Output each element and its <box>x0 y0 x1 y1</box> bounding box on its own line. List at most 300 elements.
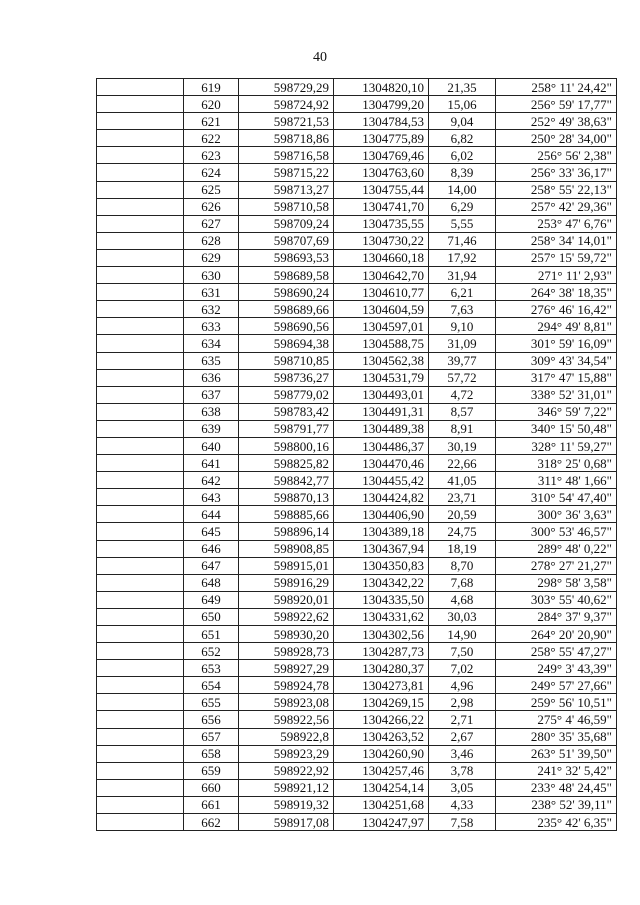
point-number-cell: 636 <box>184 369 239 386</box>
x-coordinate-cell: 598721,53 <box>239 113 334 130</box>
table-row <box>97 762 617 779</box>
table-row <box>97 130 617 147</box>
x-coordinate-cell: 598710,85 <box>239 352 334 369</box>
y-coordinate-cell: 1304254,14 <box>334 779 429 796</box>
point-number-cell: 624 <box>184 164 239 181</box>
distance-cell: 17,92 <box>429 249 496 266</box>
point-number-cell: 657 <box>184 728 239 745</box>
blank-cell <box>97 574 184 591</box>
bearing-angle-cell: 264° 20' 20,90" <box>496 626 617 643</box>
bearing-angle-cell: 253° 47' 6,76" <box>496 215 617 232</box>
blank-cell <box>97 779 184 796</box>
bearing-angle-cell: 275° 4' 46,59" <box>496 711 617 728</box>
point-number-cell: 625 <box>184 181 239 198</box>
table-row <box>97 147 617 164</box>
table-row <box>97 96 617 113</box>
point-number-cell: 622 <box>184 130 239 147</box>
point-number-cell: 632 <box>184 301 239 318</box>
x-coordinate-cell: 598916,29 <box>239 574 334 591</box>
bearing-angle-cell: 256° 59' 17,77" <box>496 96 617 113</box>
bearing-angle-cell: 289° 48' 0,22" <box>496 540 617 557</box>
table-row <box>97 694 617 711</box>
x-coordinate-cell: 598693,53 <box>239 249 334 266</box>
blank-cell <box>97 796 184 813</box>
table-row <box>97 198 617 215</box>
bearing-angle-cell: 258° 55' 22,13" <box>496 181 617 198</box>
bearing-angle-cell: 233° 48' 24,45" <box>496 779 617 796</box>
distance-cell: 22,66 <box>429 455 496 472</box>
coordinates-table-body <box>97 79 617 831</box>
point-number-cell: 655 <box>184 694 239 711</box>
y-coordinate-cell: 1304597,01 <box>334 318 429 335</box>
bearing-angle-cell: 346° 59' 7,22" <box>496 403 617 420</box>
bearing-angle-cell: 264° 38' 18,35" <box>496 284 617 301</box>
point-number-cell: 628 <box>184 232 239 249</box>
x-coordinate-cell: 598927,29 <box>239 660 334 677</box>
y-coordinate-cell: 1304335,50 <box>334 591 429 608</box>
distance-cell: 3,05 <box>429 779 496 796</box>
x-coordinate-cell: 598923,08 <box>239 694 334 711</box>
table-row <box>97 626 617 643</box>
blank-cell <box>97 147 184 164</box>
blank-cell <box>97 437 184 454</box>
y-coordinate-cell: 1304287,73 <box>334 643 429 660</box>
table-row <box>97 489 617 506</box>
distance-cell: 31,09 <box>429 335 496 352</box>
table-row <box>97 796 617 813</box>
x-coordinate-cell: 598800,16 <box>239 437 334 454</box>
y-coordinate-cell: 1304257,46 <box>334 762 429 779</box>
y-coordinate-cell: 1304280,37 <box>334 660 429 677</box>
bearing-angle-cell: 259° 56' 10,51" <box>496 694 617 711</box>
table-row <box>97 814 617 831</box>
point-number-cell: 633 <box>184 318 239 335</box>
blank-cell <box>97 540 184 557</box>
y-coordinate-cell: 1304763,60 <box>334 164 429 181</box>
x-coordinate-cell: 598694,38 <box>239 335 334 352</box>
distance-cell: 14,00 <box>429 181 496 198</box>
point-number-cell: 627 <box>184 215 239 232</box>
x-coordinate-cell: 598922,8 <box>239 728 334 745</box>
bearing-angle-cell: 301° 59' 16,09" <box>496 335 617 352</box>
bearing-angle-cell: 309° 43' 34,54" <box>496 352 617 369</box>
point-number-cell: 634 <box>184 335 239 352</box>
distance-cell: 20,59 <box>429 506 496 523</box>
x-coordinate-cell: 598690,24 <box>239 284 334 301</box>
point-number-cell: 630 <box>184 267 239 284</box>
bearing-angle-cell: 340° 15' 50,48" <box>496 420 617 437</box>
distance-cell: 18,19 <box>429 540 496 557</box>
blank-cell <box>97 284 184 301</box>
point-number-cell: 656 <box>184 711 239 728</box>
blank-cell <box>97 472 184 489</box>
x-coordinate-cell: 598924,78 <box>239 677 334 694</box>
y-coordinate-cell: 1304741,70 <box>334 198 429 215</box>
blank-cell <box>97 352 184 369</box>
bearing-angle-cell: 235° 42' 6,35" <box>496 814 617 831</box>
distance-cell: 41,05 <box>429 472 496 489</box>
point-number-cell: 652 <box>184 643 239 660</box>
point-number-cell: 621 <box>184 113 239 130</box>
x-coordinate-cell: 598930,20 <box>239 626 334 643</box>
x-coordinate-cell: 598736,27 <box>239 369 334 386</box>
x-coordinate-cell: 598842,77 <box>239 472 334 489</box>
point-number-cell: 653 <box>184 660 239 677</box>
distance-cell: 31,94 <box>429 267 496 284</box>
bearing-angle-cell: 311° 48' 1,66" <box>496 472 617 489</box>
x-coordinate-cell: 598825,82 <box>239 455 334 472</box>
y-coordinate-cell: 1304610,77 <box>334 284 429 301</box>
point-number-cell: 646 <box>184 540 239 557</box>
distance-cell: 2,71 <box>429 711 496 728</box>
blank-cell <box>97 369 184 386</box>
distance-cell: 2,98 <box>429 694 496 711</box>
blank-cell <box>97 814 184 831</box>
blank-cell <box>97 130 184 147</box>
table-row <box>97 249 617 266</box>
distance-cell: 9,10 <box>429 318 496 335</box>
point-number-cell: 639 <box>184 420 239 437</box>
blank-cell <box>97 762 184 779</box>
table-row <box>97 455 617 472</box>
table-row <box>97 779 617 796</box>
point-number-cell: 662 <box>184 814 239 831</box>
table-row <box>97 643 617 660</box>
x-coordinate-cell: 598779,02 <box>239 386 334 403</box>
point-number-cell: 631 <box>184 284 239 301</box>
distance-cell: 30,19 <box>429 437 496 454</box>
x-coordinate-cell: 598791,77 <box>239 420 334 437</box>
bearing-angle-cell: 303° 55' 40,62" <box>496 591 617 608</box>
blank-cell <box>97 249 184 266</box>
table-row <box>97 420 617 437</box>
x-coordinate-cell: 598917,08 <box>239 814 334 831</box>
x-coordinate-cell: 598715,22 <box>239 164 334 181</box>
distance-cell: 7,68 <box>429 574 496 591</box>
bearing-angle-cell: 257° 42' 29,36" <box>496 198 617 215</box>
distance-cell: 7,02 <box>429 660 496 677</box>
y-coordinate-cell: 1304269,15 <box>334 694 429 711</box>
point-number-cell: 659 <box>184 762 239 779</box>
x-coordinate-cell: 598922,92 <box>239 762 334 779</box>
x-coordinate-cell: 598716,58 <box>239 147 334 164</box>
y-coordinate-cell: 1304251,68 <box>334 796 429 813</box>
blank-cell <box>97 198 184 215</box>
table-row <box>97 301 617 318</box>
bearing-angle-cell: 300° 36' 3,63" <box>496 506 617 523</box>
bearing-angle-cell: 238° 52' 39,11" <box>496 796 617 813</box>
distance-cell: 6,82 <box>429 130 496 147</box>
table-row <box>97 232 617 249</box>
y-coordinate-cell: 1304730,22 <box>334 232 429 249</box>
table-row <box>97 164 617 181</box>
distance-cell: 24,75 <box>429 523 496 540</box>
point-number-cell: 637 <box>184 386 239 403</box>
point-number-cell: 623 <box>184 147 239 164</box>
blank-cell <box>97 420 184 437</box>
y-coordinate-cell: 1304799,20 <box>334 96 429 113</box>
point-number-cell: 642 <box>184 472 239 489</box>
point-number-cell: 648 <box>184 574 239 591</box>
table-row <box>97 711 617 728</box>
distance-cell: 9,04 <box>429 113 496 130</box>
distance-cell: 7,58 <box>429 814 496 831</box>
point-number-cell: 619 <box>184 79 239 96</box>
table-row <box>97 745 617 762</box>
y-coordinate-cell: 1304470,46 <box>334 455 429 472</box>
table-row <box>97 472 617 489</box>
blank-cell <box>97 728 184 745</box>
blank-cell <box>97 232 184 249</box>
table-row <box>97 677 617 694</box>
y-coordinate-cell: 1304266,22 <box>334 711 429 728</box>
distance-cell: 3,46 <box>429 745 496 762</box>
table-row <box>97 181 617 198</box>
blank-cell <box>97 608 184 625</box>
bearing-angle-cell: 250° 28' 34,00" <box>496 130 617 147</box>
x-coordinate-cell: 598923,29 <box>239 745 334 762</box>
bearing-angle-cell: 257° 15' 59,72" <box>496 249 617 266</box>
table-row <box>97 506 617 523</box>
y-coordinate-cell: 1304331,62 <box>334 608 429 625</box>
distance-cell: 14,90 <box>429 626 496 643</box>
y-coordinate-cell: 1304389,18 <box>334 523 429 540</box>
point-number-cell: 635 <box>184 352 239 369</box>
distance-cell: 8,39 <box>429 164 496 181</box>
bearing-angle-cell: 256° 33' 36,17" <box>496 164 617 181</box>
distance-cell: 23,71 <box>429 489 496 506</box>
page-number: 40 <box>313 50 327 65</box>
y-coordinate-cell: 1304342,22 <box>334 574 429 591</box>
y-coordinate-cell: 1304493,01 <box>334 386 429 403</box>
y-coordinate-cell: 1304491,31 <box>334 403 429 420</box>
y-coordinate-cell: 1304350,83 <box>334 557 429 574</box>
point-number-cell: 626 <box>184 198 239 215</box>
bearing-angle-cell: 249° 3' 43,39" <box>496 660 617 677</box>
point-number-cell: 658 <box>184 745 239 762</box>
y-coordinate-cell: 1304273,81 <box>334 677 429 694</box>
distance-cell: 4,96 <box>429 677 496 694</box>
table-row <box>97 523 617 540</box>
blank-cell <box>97 318 184 335</box>
distance-cell: 21,35 <box>429 79 496 96</box>
table-row <box>97 557 617 574</box>
distance-cell: 6,29 <box>429 198 496 215</box>
y-coordinate-cell: 1304642,70 <box>334 267 429 284</box>
blank-cell <box>97 523 184 540</box>
distance-cell: 4,68 <box>429 591 496 608</box>
bearing-angle-cell: 294° 49' 8,81" <box>496 318 617 335</box>
point-number-cell: 650 <box>184 608 239 625</box>
x-coordinate-cell: 598724,92 <box>239 96 334 113</box>
point-number-cell: 638 <box>184 403 239 420</box>
blank-cell <box>97 660 184 677</box>
x-coordinate-cell: 598689,66 <box>239 301 334 318</box>
y-coordinate-cell: 1304260,90 <box>334 745 429 762</box>
x-coordinate-cell: 598921,12 <box>239 779 334 796</box>
bearing-angle-cell: 249° 57' 27,66" <box>496 677 617 694</box>
x-coordinate-cell: 598896,14 <box>239 523 334 540</box>
blank-cell <box>97 557 184 574</box>
distance-cell: 4,33 <box>429 796 496 813</box>
table-row <box>97 215 617 232</box>
y-coordinate-cell: 1304604,59 <box>334 301 429 318</box>
bearing-angle-cell: 271° 11' 2,93" <box>496 267 617 284</box>
blank-cell <box>97 506 184 523</box>
table-row <box>97 574 617 591</box>
distance-cell: 71,46 <box>429 232 496 249</box>
distance-cell: 57,72 <box>429 369 496 386</box>
distance-cell: 4,72 <box>429 386 496 403</box>
blank-cell <box>97 403 184 420</box>
table-row <box>97 591 617 608</box>
table-row <box>97 79 617 96</box>
x-coordinate-cell: 598908,85 <box>239 540 334 557</box>
blank-cell <box>97 711 184 728</box>
distance-cell: 2,67 <box>429 728 496 745</box>
point-number-cell: 645 <box>184 523 239 540</box>
bearing-angle-cell: 328° 11' 59,27" <box>496 437 617 454</box>
y-coordinate-cell: 1304455,42 <box>334 472 429 489</box>
distance-cell: 30,03 <box>429 608 496 625</box>
x-coordinate-cell: 598870,13 <box>239 489 334 506</box>
y-coordinate-cell: 1304784,53 <box>334 113 429 130</box>
y-coordinate-cell: 1304424,82 <box>334 489 429 506</box>
y-coordinate-cell: 1304247,97 <box>334 814 429 831</box>
distance-cell: 6,02 <box>429 147 496 164</box>
table-row <box>97 284 617 301</box>
blank-cell <box>97 626 184 643</box>
point-number-cell: 643 <box>184 489 239 506</box>
x-coordinate-cell: 598690,56 <box>239 318 334 335</box>
distance-cell: 3,78 <box>429 762 496 779</box>
bearing-angle-cell: 263° 51' 39,50" <box>496 745 617 762</box>
x-coordinate-cell: 598709,24 <box>239 215 334 232</box>
table-row <box>97 335 617 352</box>
bearing-angle-cell: 258° 11' 24,42" <box>496 79 617 96</box>
bearing-angle-cell: 284° 37' 9,37" <box>496 608 617 625</box>
x-coordinate-cell: 598885,66 <box>239 506 334 523</box>
table-row <box>97 437 617 454</box>
point-number-cell: 647 <box>184 557 239 574</box>
y-coordinate-cell: 1304302,56 <box>334 626 429 643</box>
table-row <box>97 352 617 369</box>
blank-cell <box>97 489 184 506</box>
distance-cell: 15,06 <box>429 96 496 113</box>
x-coordinate-cell: 598710,58 <box>239 198 334 215</box>
blank-cell <box>97 335 184 352</box>
bearing-angle-cell: 317° 47' 15,88" <box>496 369 617 386</box>
table-row <box>97 540 617 557</box>
blank-cell <box>97 301 184 318</box>
table-row <box>97 318 617 335</box>
blank-cell <box>97 455 184 472</box>
distance-cell: 39,77 <box>429 352 496 369</box>
x-coordinate-cell: 598922,62 <box>239 608 334 625</box>
y-coordinate-cell: 1304735,55 <box>334 215 429 232</box>
bearing-angle-cell: 276° 46' 16,42" <box>496 301 617 318</box>
y-coordinate-cell: 1304406,90 <box>334 506 429 523</box>
bearing-angle-cell: 300° 53' 46,57" <box>496 523 617 540</box>
y-coordinate-cell: 1304263,52 <box>334 728 429 745</box>
table-row <box>97 728 617 745</box>
x-coordinate-cell: 598783,42 <box>239 403 334 420</box>
bearing-angle-cell: 252° 49' 38,63" <box>496 113 617 130</box>
blank-cell <box>97 745 184 762</box>
distance-cell: 5,55 <box>429 215 496 232</box>
point-number-cell: 644 <box>184 506 239 523</box>
y-coordinate-cell: 1304775,89 <box>334 130 429 147</box>
blank-cell <box>97 677 184 694</box>
point-number-cell: 629 <box>184 249 239 266</box>
blank-cell <box>97 267 184 284</box>
x-coordinate-cell: 598689,58 <box>239 267 334 284</box>
bearing-angle-cell: 310° 54' 47,40" <box>496 489 617 506</box>
point-number-cell: 649 <box>184 591 239 608</box>
table-row <box>97 386 617 403</box>
bearing-angle-cell: 258° 55' 47,27" <box>496 643 617 660</box>
y-coordinate-cell: 1304486,37 <box>334 437 429 454</box>
distance-cell: 8,91 <box>429 420 496 437</box>
y-coordinate-cell: 1304562,38 <box>334 352 429 369</box>
y-coordinate-cell: 1304531,79 <box>334 369 429 386</box>
y-coordinate-cell: 1304588,75 <box>334 335 429 352</box>
bearing-angle-cell: 241° 32' 5,42" <box>496 762 617 779</box>
x-coordinate-cell: 598920,01 <box>239 591 334 608</box>
blank-cell <box>97 79 184 96</box>
x-coordinate-cell: 598919,32 <box>239 796 334 813</box>
table-row <box>97 113 617 130</box>
distance-cell: 6,21 <box>429 284 496 301</box>
point-number-cell: 640 <box>184 437 239 454</box>
x-coordinate-cell: 598707,69 <box>239 232 334 249</box>
table-row <box>97 403 617 420</box>
y-coordinate-cell: 1304820,10 <box>334 79 429 96</box>
table-row <box>97 369 617 386</box>
x-coordinate-cell: 598718,86 <box>239 130 334 147</box>
blank-cell <box>97 591 184 608</box>
blank-cell <box>97 643 184 660</box>
bearing-angle-cell: 258° 34' 14,01" <box>496 232 617 249</box>
distance-cell: 8,70 <box>429 557 496 574</box>
point-number-cell: 661 <box>184 796 239 813</box>
table-row <box>97 660 617 677</box>
x-coordinate-cell: 598928,73 <box>239 643 334 660</box>
blank-cell <box>97 215 184 232</box>
distance-cell: 7,63 <box>429 301 496 318</box>
blank-cell <box>97 164 184 181</box>
blank-cell <box>97 181 184 198</box>
coordinates-table <box>96 78 617 831</box>
table-row <box>97 267 617 284</box>
table-row <box>97 608 617 625</box>
x-coordinate-cell: 598915,01 <box>239 557 334 574</box>
point-number-cell: 654 <box>184 677 239 694</box>
y-coordinate-cell: 1304660,18 <box>334 249 429 266</box>
blank-cell <box>97 386 184 403</box>
blank-cell <box>97 694 184 711</box>
bearing-angle-cell: 280° 35' 35,68" <box>496 728 617 745</box>
y-coordinate-cell: 1304755,44 <box>334 181 429 198</box>
y-coordinate-cell: 1304769,46 <box>334 147 429 164</box>
point-number-cell: 641 <box>184 455 239 472</box>
bearing-angle-cell: 256° 56' 2,38" <box>496 147 617 164</box>
x-coordinate-cell: 598922,56 <box>239 711 334 728</box>
x-coordinate-cell: 598713,27 <box>239 181 334 198</box>
blank-cell <box>97 96 184 113</box>
x-coordinate-cell: 598729,29 <box>239 79 334 96</box>
distance-cell: 8,57 <box>429 403 496 420</box>
